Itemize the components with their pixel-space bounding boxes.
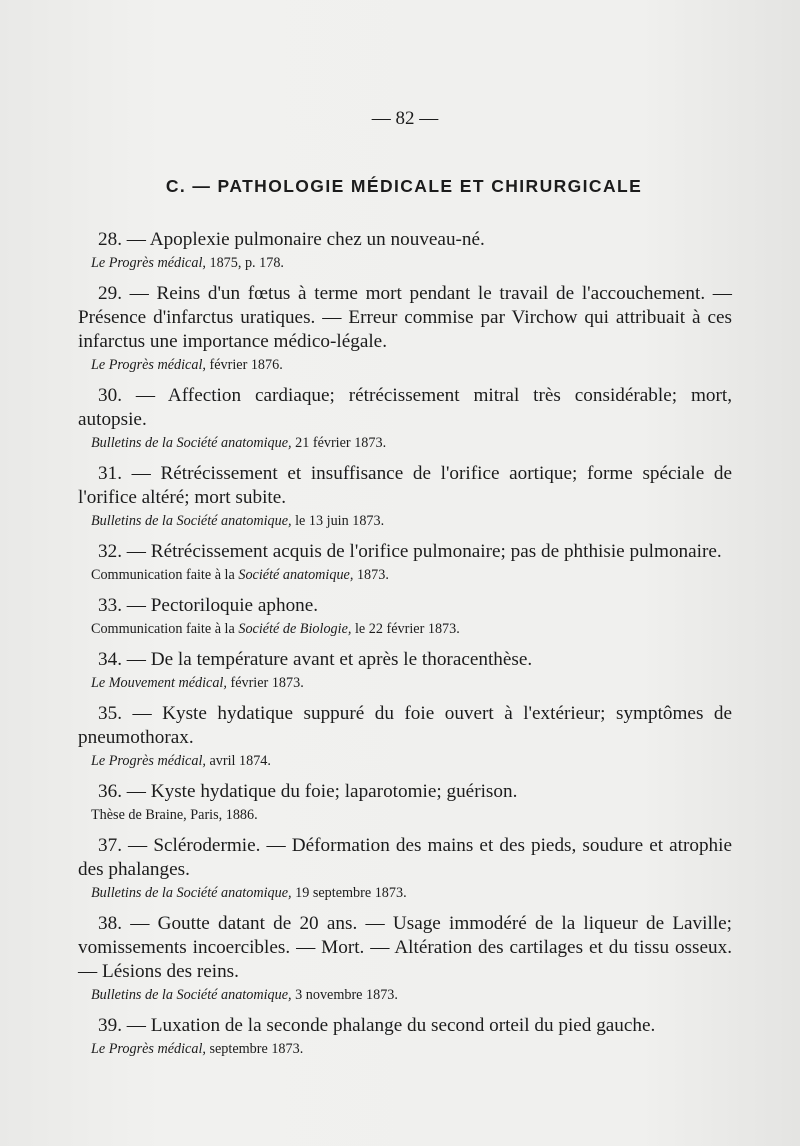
- entry-source: Le Progrès médical, février 1876.: [91, 357, 283, 373]
- list-item: [78, 462, 732, 531]
- entry-source: Bulletins de la Société anatomique, le 13 juin 1873.: [91, 513, 385, 529]
- list-item: [78, 1014, 732, 1059]
- entry-title: 36. — Kyste hydatique du foie; laparotomie; guérison.: [98, 781, 518, 802]
- entry-title: 39. — Luxation de la seconde phalange du second orteil du pied gauche.: [98, 1015, 656, 1036]
- list-item: [78, 594, 732, 639]
- list-item: [78, 228, 732, 273]
- list-item: [78, 780, 732, 825]
- entry-source: Bulletins de la Société anatomique, 21 février 1873.: [91, 435, 387, 451]
- entry-source: Communication faite à la Société anatomique, 1873.: [91, 567, 389, 583]
- entry-source: Bulletins de la Société anatomique, 3 novembre 1873.: [91, 987, 398, 1003]
- entry-source: Communication faite à la Société de Biologie, le 22 février 1873.: [91, 621, 460, 637]
- entry-title: 29. — Reins d'un fœtus à terme mort pendant le travail de l'accouchement. — Présence d'infarctus uratiques. — Erreur commise par Virchow qui attribuait à ces infarctus une importance médico-légale.: [78, 283, 732, 352]
- entry-title: 31. — Rétrécissement et insuffisance de l'orifice aortique; forme spéciale de l'orifice altéré; mort subite.: [78, 463, 732, 508]
- entry-title: 32. — Rétrécissement acquis de l'orifice pulmonaire; pas de phthisie pulmonaire.: [98, 541, 722, 562]
- list-item: [78, 648, 732, 693]
- list-item: [78, 540, 732, 585]
- page-number: — 82 —: [371, 108, 439, 129]
- entry-title: 35. — Kyste hydatique suppuré du foie ouvert à l'extérieur; symptômes de pneumothorax.: [78, 703, 732, 748]
- entry-source: Thèse de Braine, Paris, 1886.: [91, 807, 258, 823]
- list-item: [78, 912, 732, 1005]
- entry-source: Le Progrès médical, avril 1874.: [91, 753, 271, 769]
- entry-source: Bulletins de la Société anatomique, 19 septembre 1873.: [91, 885, 407, 901]
- entry-title: 33. — Pectoriloquie aphone.: [98, 595, 319, 616]
- list-item: [78, 834, 732, 903]
- entry-list: [78, 228, 732, 1068]
- section-heading: C. — PATHOLOGIE MÉDICALE ET CHIRURGICALE: [165, 176, 643, 196]
- entry-source: Le Progrès médical, 1875, p. 178.: [91, 255, 284, 271]
- list-item: [78, 282, 732, 375]
- entry-title: 30. — Affection cardiaque; rétrécissement mitral très considérable; mort, autopsie.: [78, 385, 732, 430]
- entry-title: 34. — De la température avant et après le thoracenthèse.: [98, 649, 533, 670]
- list-item: [78, 702, 732, 771]
- list-item: [78, 384, 732, 453]
- entry-title: 37. — Sclérodermie. — Déformation des mains et des pieds, soudure et atrophie des phalanges.: [78, 835, 732, 880]
- entry-title: 38. — Goutte datant de 20 ans. — Usage immodéré de la liqueur de Laville; vomissements incoercibles. — Mort. — Altération des cartilages et du tissu osseux. — Lésions des reins.: [78, 913, 732, 982]
- entry-source: Le Mouvement médical, février 1873.: [91, 675, 304, 691]
- entry-source: Le Progrès médical, septembre 1873.: [91, 1041, 304, 1057]
- entry-title: 28. — Apoplexie pulmonaire chez un nouveau-né.: [98, 229, 485, 250]
